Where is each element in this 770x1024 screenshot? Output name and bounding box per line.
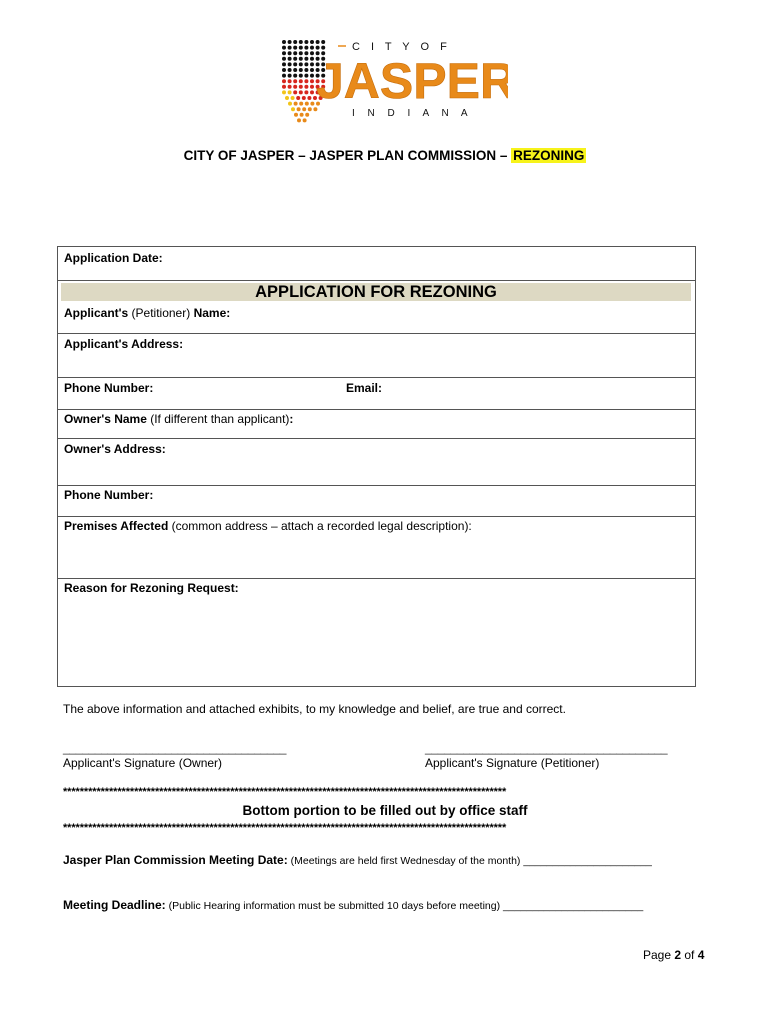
attestation-text: The above information and attached exhibits, to my knowledge and belief, are true and correct. [63, 702, 566, 716]
logo-dot [299, 68, 303, 72]
logo-dot [321, 46, 325, 50]
logo-dot [304, 90, 308, 94]
logo-dot [304, 51, 308, 55]
logo-dot [310, 40, 314, 44]
meeting-deadline-blank: ________________________ [503, 900, 644, 912]
owner-address-label: Owner's Address: [64, 442, 166, 456]
meeting-deadline-label: Meeting Deadline: [63, 898, 166, 912]
heading-highlight: REZONING [513, 148, 585, 163]
logo-dot [282, 85, 286, 89]
applicant-name-label-c: Name: [193, 306, 231, 320]
logo-dot [288, 68, 292, 72]
owner-signature-line: ___________________________________ [63, 741, 287, 755]
star-divider-top: ********************************************************************************************************** [63, 786, 507, 798]
divider [58, 409, 695, 410]
logo-dot [294, 113, 298, 117]
logo-dot [282, 90, 286, 94]
application-date-label: Application Date: [64, 251, 163, 265]
divider [58, 438, 695, 439]
logo-dot [293, 74, 297, 78]
logo-dot [299, 90, 303, 94]
logo-dot [288, 40, 292, 44]
logo-main-text: JASPER [316, 53, 508, 109]
form-title: APPLICATION FOR REZONING [61, 283, 691, 301]
petitioner-signature-line: ______________________________________ [425, 741, 668, 755]
owner-name-label-b: (If different than applicant) [146, 412, 290, 426]
logo-dot [288, 62, 292, 66]
logo-dot [282, 40, 286, 44]
logo-dot [288, 57, 292, 61]
logo-dot [282, 68, 286, 72]
page-middle: of [681, 948, 698, 962]
logo-dot [304, 57, 308, 61]
logo-dot [307, 96, 311, 100]
divider [58, 377, 695, 378]
logo-dot [299, 85, 303, 89]
logo-dot [308, 107, 312, 111]
logo-dot [282, 51, 286, 55]
logo-dot [321, 40, 325, 44]
logo-dot [293, 57, 297, 61]
logo-dot [282, 46, 286, 50]
owner-name-label-a: Owner's Name [64, 412, 147, 426]
page-number [643, 948, 704, 962]
logo-dot [293, 62, 297, 66]
logo-dot [299, 102, 303, 106]
divider [58, 578, 695, 579]
owner-name-label-c: : [289, 412, 294, 426]
reason-label: Reason for Rezoning Request: [64, 581, 239, 595]
logo-dot [304, 74, 308, 78]
logo-dot [288, 102, 292, 106]
logo-dot [293, 90, 297, 94]
logo-dot [304, 40, 308, 44]
star-divider-bottom: ********************************************************************************************************** [63, 822, 507, 834]
logo-dot [299, 51, 303, 55]
meeting-date-row [63, 853, 652, 867]
premises-label-b: (common address – attach a recorded legal description): [168, 519, 472, 533]
logo-dot [304, 85, 308, 89]
logo-dot [288, 51, 292, 55]
logo-dot [299, 74, 303, 78]
logo-dot [288, 90, 292, 94]
applicant-name-label-b: (Petitioner) [128, 306, 194, 320]
logo-dot [293, 68, 297, 72]
divider [58, 333, 695, 334]
logo-dot [304, 68, 308, 72]
logo-dot [299, 62, 303, 66]
logo-dot [310, 90, 314, 94]
logo-dot [293, 85, 297, 89]
divider [58, 280, 695, 281]
owner-phone-label: Phone Number: [64, 488, 154, 502]
logo-dot [316, 40, 320, 44]
page-total: 4 [697, 948, 705, 962]
logo-dot [310, 46, 314, 50]
logo-dot [310, 79, 314, 83]
logo-top-text: C I T Y O F [352, 41, 451, 53]
logo-dot [299, 46, 303, 50]
applicant-name-label-a: Applicant's [64, 306, 129, 320]
phone-number-label: Phone Number: [64, 381, 154, 395]
logo-graphic [268, 36, 508, 128]
divider [58, 516, 695, 517]
logo-dot [316, 46, 320, 50]
owner-signature-label: Applicant's Signature (Owner) [63, 756, 223, 770]
divider [58, 485, 695, 486]
owner-name-label [64, 412, 293, 426]
logo-dot [297, 118, 301, 122]
logo-dot [299, 57, 303, 61]
meeting-deadline-note: (Public Hearing information must be submitted 10 days before meeting) [165, 900, 504, 912]
page-current: 2 [674, 948, 682, 962]
logo-dot [305, 102, 309, 106]
logo-dot [310, 57, 314, 61]
heading-prefix: CITY OF JASPER – JASPER PLAN COMMISSION – [183, 148, 512, 163]
page-heading [0, 148, 770, 163]
logo-dot [285, 96, 289, 100]
logo-dot [304, 79, 308, 83]
logo-dot [304, 62, 308, 66]
logo-dot [291, 96, 295, 100]
petitioner-signature-label: Applicant's Signature (Petitioner) [425, 756, 600, 770]
logo-dot [288, 79, 292, 83]
logo-dot [282, 79, 286, 83]
email-label: Email: [346, 381, 383, 395]
logo-dot [303, 118, 307, 122]
premises-label-a: Premises Affected [64, 519, 169, 533]
logo-dot [300, 113, 304, 117]
logo-dot [288, 85, 292, 89]
meeting-date-blank: ______________________ [523, 855, 652, 867]
logo-dot [302, 96, 306, 100]
logo-dot [310, 85, 314, 89]
logo-dot [310, 68, 314, 72]
logo-dot [282, 74, 286, 78]
logo-dot [310, 102, 314, 106]
logo-dot [293, 79, 297, 83]
logo-dot [293, 51, 297, 55]
logo-dot [299, 79, 303, 83]
staff-section-heading: Bottom portion to be filled out by office staff [242, 803, 528, 818]
logo-dot [310, 74, 314, 78]
premises-affected-label [64, 519, 472, 533]
logo-dot [291, 107, 295, 111]
logo-bottom-text: I N D I A N A [352, 108, 473, 119]
logo-dot [288, 74, 292, 78]
logo-dot [297, 107, 301, 111]
logo-dot [293, 46, 297, 50]
logo-dot [304, 46, 308, 50]
logo-dot [293, 40, 297, 44]
logo-dot [305, 113, 309, 117]
logo-dot [288, 46, 292, 50]
page-prefix: Page [643, 948, 675, 962]
applicant-address-label: Applicant's Address: [64, 337, 184, 351]
logo-dot [296, 96, 300, 100]
logo-dot [302, 107, 306, 111]
logo-dot [310, 51, 314, 55]
logo-dot [299, 40, 303, 44]
logo-dot [282, 62, 286, 66]
logo-dot [294, 102, 298, 106]
meeting-deadline-row [63, 898, 643, 912]
meeting-date-note: (Meetings are held first Wednesday of the month) [287, 855, 524, 867]
meeting-date-label: Jasper Plan Commission Meeting Date: [63, 853, 288, 867]
city-of-jasper-logo [268, 36, 508, 128]
application-form [57, 246, 696, 687]
logo-dot [310, 62, 314, 66]
applicant-name-label [64, 306, 230, 320]
logo-dot [282, 57, 286, 61]
